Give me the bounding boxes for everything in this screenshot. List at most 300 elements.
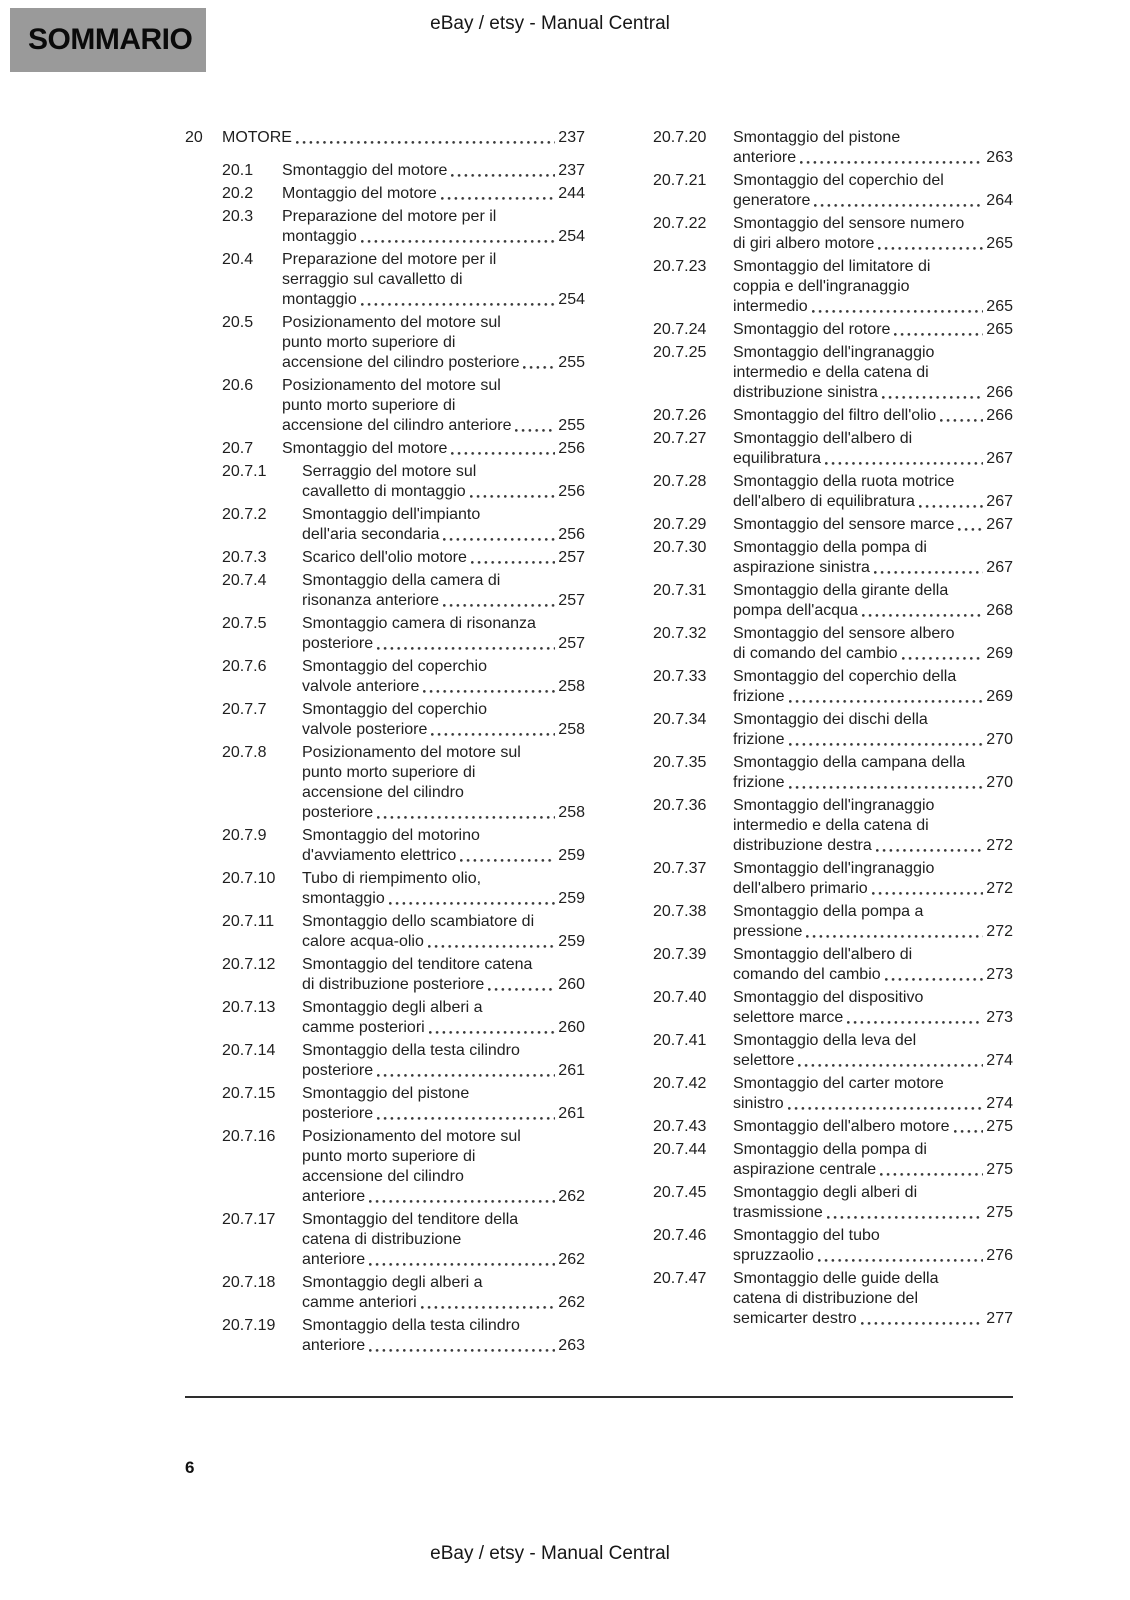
entry-page: 259 bbox=[558, 847, 585, 864]
entry-title-line: d'avviamento elettrico bbox=[302, 847, 457, 864]
entry-title-line: Smontaggio dei dischi della bbox=[733, 711, 928, 728]
entry-last-line bbox=[733, 1094, 1013, 1114]
entry-last-line bbox=[733, 383, 1013, 403]
entry-page: 257 bbox=[558, 549, 585, 566]
entry-title-line: calore acqua-olio bbox=[302, 933, 424, 950]
dot-leader bbox=[812, 310, 984, 313]
entry-title bbox=[733, 624, 1013, 664]
entry-last-line bbox=[302, 975, 585, 995]
entry-number: 20.7.3 bbox=[222, 549, 267, 566]
entry-number: 20.7.31 bbox=[653, 582, 707, 599]
entry-title-line: di distribuzione posteriore bbox=[302, 976, 485, 993]
entry-number: 20.7.39 bbox=[653, 946, 707, 963]
entry-last-line bbox=[282, 161, 585, 181]
entry-last-line bbox=[302, 548, 585, 568]
entry-title-line: punto morto superiore di bbox=[282, 334, 456, 351]
entry-last-line bbox=[302, 1336, 585, 1356]
entry-number: 20.4 bbox=[222, 251, 254, 268]
dot-leader bbox=[894, 333, 983, 336]
toc-entry bbox=[185, 1210, 585, 1270]
entry-title-line: Smontaggio della testa cilindro bbox=[302, 1317, 520, 1334]
dot-leader bbox=[861, 1322, 984, 1325]
entry-title-line: di comando del cambio bbox=[733, 645, 898, 662]
entry-title-line: Smontaggio camera di risonanza bbox=[302, 615, 536, 632]
toc-entry bbox=[185, 207, 585, 247]
entry-title-line: aspirazione sinistra bbox=[733, 559, 870, 576]
toc-column-right bbox=[653, 128, 1013, 1359]
entry-last-line bbox=[282, 227, 585, 247]
dot-leader bbox=[369, 1200, 555, 1203]
dot-leader bbox=[958, 528, 983, 531]
entry-title bbox=[733, 128, 1013, 168]
entry-title-line: distribuzione destra bbox=[733, 837, 872, 854]
entry-page: 257 bbox=[558, 592, 585, 609]
entry-title-line: di giri albero motore bbox=[733, 235, 875, 252]
entry-last-line bbox=[282, 353, 585, 373]
entry-last-line bbox=[302, 1018, 585, 1038]
entry-title-line: Smontaggio degli alberi a bbox=[302, 1274, 483, 1291]
entry-title-line: Smontaggio dell'ingranaggio bbox=[733, 860, 935, 877]
dot-leader bbox=[878, 247, 983, 250]
toc-entry bbox=[185, 462, 585, 502]
entry-page: 255 bbox=[558, 354, 585, 371]
entry-title bbox=[733, 1269, 1013, 1329]
entry-title-line: accensione del cilindro bbox=[302, 1168, 464, 1185]
entry-page: 276 bbox=[986, 1247, 1013, 1264]
entry-title-line: pompa dell'acqua bbox=[733, 602, 858, 619]
entry-page: 274 bbox=[986, 1052, 1013, 1069]
entry-page: 268 bbox=[986, 602, 1013, 619]
entry-last-line bbox=[302, 720, 585, 740]
entry-last-line bbox=[733, 1309, 1013, 1329]
entry-page: 270 bbox=[986, 731, 1013, 748]
entry-number: 20.7.12 bbox=[222, 956, 276, 973]
entry-last-line bbox=[302, 634, 585, 654]
entry-title-line: catena di distribuzione del bbox=[733, 1290, 919, 1307]
entry-number: 20.7.21 bbox=[653, 172, 707, 189]
entry-title-line: Smontaggio del sensore numero bbox=[733, 215, 965, 232]
entry-title bbox=[733, 320, 1013, 340]
entry-page: 273 bbox=[986, 966, 1013, 983]
entry-number: 20.7.2 bbox=[222, 506, 267, 523]
entry-number: 20.5 bbox=[222, 314, 254, 331]
entry-title bbox=[733, 1226, 1013, 1266]
entry-title bbox=[733, 902, 1013, 942]
dot-leader bbox=[954, 1130, 984, 1133]
entry-title bbox=[302, 912, 585, 952]
entry-title-line: spruzzaolio bbox=[733, 1247, 814, 1264]
dot-leader bbox=[523, 366, 555, 369]
entry-last-line bbox=[733, 687, 1013, 707]
dot-leader bbox=[443, 604, 555, 607]
toc-entry bbox=[185, 1316, 585, 1356]
entry-page: 237 bbox=[558, 129, 585, 146]
entry-title-line: camme posteriori bbox=[302, 1019, 425, 1036]
entry-title-line: comando del cambio bbox=[733, 966, 881, 983]
entry-page: 256 bbox=[558, 526, 585, 543]
entry-title-line: Smontaggio del sensore albero bbox=[733, 625, 955, 642]
toc-entry bbox=[185, 657, 585, 697]
entry-last-line bbox=[733, 1246, 1013, 1266]
entry-last-line bbox=[733, 191, 1013, 211]
entry-last-line bbox=[733, 492, 1013, 512]
entry-title-line: equilibratura bbox=[733, 450, 822, 467]
entry-last-line bbox=[302, 846, 585, 866]
entry-last-line bbox=[733, 1203, 1013, 1223]
entry-title bbox=[733, 710, 1013, 750]
entry-number: 20.7.38 bbox=[653, 903, 707, 920]
entry-title bbox=[282, 184, 585, 204]
entry-title-line: Smontaggio della pompa di bbox=[733, 539, 927, 556]
entry-title-line: montaggio bbox=[282, 228, 357, 245]
dot-leader bbox=[296, 141, 555, 144]
toc-entry bbox=[185, 505, 585, 545]
entry-last-line bbox=[733, 773, 1013, 793]
dot-leader bbox=[872, 892, 984, 895]
entry-title-line: Posizionamento del motore sul bbox=[302, 1128, 521, 1145]
toc-entry bbox=[653, 624, 1013, 664]
entry-title-line: frizione bbox=[733, 774, 785, 791]
entry-title-line: Smontaggio del sensore marce bbox=[733, 516, 955, 533]
entry-title-line: Montaggio del motore bbox=[282, 185, 437, 202]
toc-entry bbox=[185, 869, 585, 909]
entry-title bbox=[282, 313, 585, 373]
dot-leader bbox=[460, 859, 555, 862]
entry-title-line: Smontaggio del coperchio bbox=[302, 658, 488, 675]
toc-entry bbox=[653, 171, 1013, 211]
toc-entry bbox=[653, 472, 1013, 512]
entry-title-line: Smontaggio del motore bbox=[282, 440, 448, 457]
dot-leader bbox=[471, 561, 555, 564]
entry-page: 266 bbox=[986, 407, 1013, 424]
entry-page: 269 bbox=[986, 688, 1013, 705]
dot-leader bbox=[488, 988, 555, 991]
toc-entry bbox=[653, 343, 1013, 403]
entry-title bbox=[302, 955, 585, 995]
entry-number: 20.7.42 bbox=[653, 1075, 707, 1092]
entry-title-line: Smontaggio degli alberi di bbox=[733, 1184, 918, 1201]
dot-leader bbox=[818, 1259, 983, 1262]
toc-entry bbox=[185, 571, 585, 611]
dot-leader bbox=[825, 462, 983, 465]
toc-entry bbox=[185, 439, 585, 459]
entry-title bbox=[733, 796, 1013, 856]
entry-number: 20.7.36 bbox=[653, 797, 707, 814]
toc-entry bbox=[185, 1084, 585, 1124]
entry-title-line: Smontaggio del rotore bbox=[733, 321, 891, 338]
entry-title bbox=[302, 462, 585, 502]
entry-number: 20.7.35 bbox=[653, 754, 707, 771]
entry-title bbox=[733, 1074, 1013, 1114]
entry-title bbox=[302, 1210, 585, 1270]
entry-title-line: Smontaggio dell'albero di bbox=[733, 430, 913, 447]
entry-last-line bbox=[302, 889, 585, 909]
entry-number: 20.7.33 bbox=[653, 668, 707, 685]
entry-title-line: Scarico dell'olio motore bbox=[302, 549, 467, 566]
entry-title-line: valvole anteriore bbox=[302, 678, 420, 695]
entry-last-line bbox=[302, 1104, 585, 1124]
entry-last-line bbox=[222, 128, 585, 148]
dot-leader bbox=[880, 1173, 983, 1176]
entry-page: 255 bbox=[558, 417, 585, 434]
entry-last-line bbox=[302, 1187, 585, 1207]
entry-page: 260 bbox=[558, 976, 585, 993]
dot-leader bbox=[361, 303, 556, 306]
entry-title-line: Smontaggio della camera di bbox=[302, 572, 501, 589]
entry-last-line bbox=[302, 677, 585, 697]
entry-page: 237 bbox=[558, 162, 585, 179]
entry-number: 20.7.19 bbox=[222, 1317, 276, 1334]
toc-entry bbox=[653, 1269, 1013, 1329]
entry-page: 256 bbox=[558, 483, 585, 500]
entry-title bbox=[282, 439, 585, 459]
entry-title-line: intermedio e della catena di bbox=[733, 364, 929, 381]
entry-number: 20.7.22 bbox=[653, 215, 707, 232]
entry-number: 20.1 bbox=[222, 162, 254, 179]
dot-leader bbox=[882, 396, 983, 399]
entry-title bbox=[733, 1117, 1013, 1137]
toc-entry bbox=[653, 859, 1013, 899]
entry-title bbox=[733, 538, 1013, 578]
entry-number: 20.7.40 bbox=[653, 989, 707, 1006]
entry-title bbox=[302, 1316, 585, 1356]
entry-last-line bbox=[302, 932, 585, 952]
entry-number: 20.7.30 bbox=[653, 539, 707, 556]
toc-entry bbox=[653, 1183, 1013, 1223]
footer-divider bbox=[185, 1396, 1013, 1398]
entry-title-line: distribuzione sinistra bbox=[733, 384, 878, 401]
entry-title-line: serraggio sul cavalletto di bbox=[282, 271, 463, 288]
entry-title-line: dell'albero di equilibratura bbox=[733, 493, 915, 510]
entry-page: 256 bbox=[558, 440, 585, 457]
entry-title bbox=[302, 614, 585, 654]
entry-title-line: Smontaggio della campana della bbox=[733, 754, 966, 771]
entry-title bbox=[733, 472, 1013, 512]
entry-title bbox=[733, 945, 1013, 985]
entry-title-line: Smontaggio delle guide della bbox=[733, 1270, 939, 1287]
dot-leader bbox=[798, 1064, 983, 1067]
entry-title-line: Smontaggio del tubo bbox=[733, 1227, 880, 1244]
entry-title-line: Posizionamento del motore sul bbox=[282, 314, 501, 331]
entry-page: 272 bbox=[986, 923, 1013, 940]
dot-leader bbox=[423, 690, 555, 693]
entry-number: 20.7.17 bbox=[222, 1211, 276, 1228]
entry-title-line: intermedio bbox=[733, 298, 808, 315]
entry-title bbox=[302, 1084, 585, 1124]
entry-title bbox=[282, 161, 585, 181]
entry-title-line: Smontaggio del tenditore catena bbox=[302, 956, 533, 973]
entry-title-line: Smontaggio del dispositivo bbox=[733, 989, 924, 1006]
entry-last-line bbox=[282, 184, 585, 204]
entry-number: 20.6 bbox=[222, 377, 254, 394]
entry-title-line: Smontaggio del tenditore della bbox=[302, 1211, 519, 1228]
dot-leader bbox=[443, 538, 555, 541]
entry-title-line: semicarter destro bbox=[733, 1310, 857, 1327]
toc-entry bbox=[185, 912, 585, 952]
entry-page: 265 bbox=[986, 298, 1013, 315]
toc-entry bbox=[185, 1127, 585, 1207]
entry-title bbox=[733, 429, 1013, 469]
entry-number: 20.7.13 bbox=[222, 999, 276, 1016]
dot-leader bbox=[814, 204, 983, 207]
entry-title-line: dell'albero primario bbox=[733, 880, 868, 897]
page-number: 6 bbox=[185, 1458, 195, 1477]
entry-title-line: camme anteriori bbox=[302, 1294, 417, 1311]
dot-leader bbox=[389, 902, 556, 905]
entry-number: 20.7.45 bbox=[653, 1184, 707, 1201]
entry-last-line bbox=[733, 601, 1013, 621]
entry-page: 260 bbox=[558, 1019, 585, 1036]
entry-number: 20.7.11 bbox=[222, 913, 275, 930]
dot-leader bbox=[377, 647, 555, 650]
dot-leader bbox=[862, 614, 983, 617]
entry-last-line bbox=[302, 1250, 585, 1270]
toc-entry bbox=[185, 184, 585, 204]
entry-last-line bbox=[282, 416, 585, 436]
entry-title bbox=[222, 128, 585, 148]
entry-page: 277 bbox=[986, 1310, 1013, 1327]
toc-entry bbox=[185, 161, 585, 181]
entry-title bbox=[302, 826, 585, 866]
toc-entry bbox=[653, 1031, 1013, 1071]
entry-number: 20.7.8 bbox=[222, 744, 267, 761]
toc-entry bbox=[653, 214, 1013, 254]
entry-number: 20.7.1 bbox=[222, 463, 267, 480]
entry-number: 20.7.18 bbox=[222, 1274, 276, 1291]
entry-number: 20.7.28 bbox=[653, 473, 707, 490]
toc-entry bbox=[653, 667, 1013, 707]
entry-title-line: Smontaggio della leva del bbox=[733, 1032, 917, 1049]
entry-title-line: punto morto superiore di bbox=[282, 397, 456, 414]
entry-title bbox=[733, 214, 1013, 254]
entry-number: 20.7.14 bbox=[222, 1042, 276, 1059]
toc-entry bbox=[185, 128, 585, 148]
toc-entry bbox=[185, 313, 585, 373]
dot-leader bbox=[369, 1349, 555, 1352]
dot-leader bbox=[788, 1107, 984, 1110]
entry-number: 20.7.41 bbox=[653, 1032, 707, 1049]
entry-title-line: anteriore bbox=[733, 149, 797, 166]
entry-title-line: punto morto superiore di bbox=[302, 1148, 476, 1165]
entry-title-line: aspirazione centrale bbox=[733, 1161, 877, 1178]
entry-title bbox=[733, 171, 1013, 211]
entry-title-line: accensione del cilindro posteriore bbox=[282, 354, 520, 371]
entry-title-line: Smontaggio dell'albero motore bbox=[733, 1118, 950, 1135]
dot-leader bbox=[789, 743, 984, 746]
entry-title-line: Smontaggio dell'impianto bbox=[302, 506, 481, 523]
dot-leader bbox=[847, 1021, 983, 1024]
toc-entry bbox=[653, 1117, 1013, 1137]
entry-title-line: posteriore bbox=[302, 1062, 374, 1079]
entry-title-line: Smontaggio della pompa a bbox=[733, 903, 924, 920]
entry-number: 20.7.25 bbox=[653, 344, 707, 361]
entry-title-line: catena di distribuzione bbox=[302, 1231, 462, 1248]
dot-leader bbox=[429, 1031, 556, 1034]
entry-page: 266 bbox=[986, 384, 1013, 401]
dot-leader bbox=[369, 1263, 555, 1266]
entry-title bbox=[302, 743, 585, 823]
entry-title bbox=[733, 1031, 1013, 1071]
dot-leader bbox=[428, 945, 555, 948]
entry-last-line bbox=[733, 922, 1013, 942]
entry-last-line bbox=[733, 879, 1013, 899]
toc-entry bbox=[185, 1041, 585, 1081]
entry-title bbox=[302, 700, 585, 740]
entry-title bbox=[733, 257, 1013, 317]
entry-page: 244 bbox=[558, 185, 585, 202]
entry-title-line: montaggio bbox=[282, 291, 357, 308]
entry-title-line: Serraggio del motore sul bbox=[302, 463, 477, 480]
dot-leader bbox=[431, 733, 555, 736]
entry-title bbox=[733, 667, 1013, 707]
entry-title-line: Posizionamento del motore sul bbox=[302, 744, 521, 761]
entry-title-line: frizione bbox=[733, 731, 785, 748]
entry-title-line: punto morto superiore di bbox=[302, 764, 476, 781]
entry-title-line: cavalletto di montaggio bbox=[302, 483, 466, 500]
entry-number: 20.7.27 bbox=[653, 430, 707, 447]
entry-title-line: Posizionamento del motore sul bbox=[282, 377, 501, 394]
entry-title bbox=[733, 343, 1013, 403]
entry-page: 265 bbox=[986, 235, 1013, 252]
toc-entry bbox=[653, 406, 1013, 426]
entry-title-line: Tubo di riempimento olio, bbox=[302, 870, 482, 887]
entry-title bbox=[302, 571, 585, 611]
dot-leader bbox=[451, 174, 555, 177]
toc-entry bbox=[653, 988, 1013, 1028]
entry-last-line bbox=[733, 644, 1013, 664]
entry-page: 269 bbox=[986, 645, 1013, 662]
toc-entry bbox=[185, 743, 585, 823]
toc-entry bbox=[653, 1140, 1013, 1180]
entry-last-line bbox=[733, 558, 1013, 578]
entry-title bbox=[302, 1273, 585, 1313]
toc-entry bbox=[185, 700, 585, 740]
entry-title-line: posteriore bbox=[302, 1105, 374, 1122]
dot-leader bbox=[876, 849, 984, 852]
entry-title-line: posteriore bbox=[302, 804, 374, 821]
toc-column-left bbox=[185, 128, 585, 1359]
dot-leader bbox=[874, 571, 983, 574]
toc-entry bbox=[185, 1273, 585, 1313]
entry-last-line bbox=[733, 297, 1013, 317]
entry-page: 274 bbox=[986, 1095, 1013, 1112]
entry-title-line: trasmissione bbox=[733, 1204, 823, 1221]
footer-title: eBay / etsy - Manual Central bbox=[430, 1543, 670, 1564]
entry-page: 262 bbox=[558, 1188, 585, 1205]
entry-last-line bbox=[302, 525, 585, 545]
toc-entry bbox=[185, 614, 585, 654]
dot-leader bbox=[885, 978, 984, 981]
entry-number: 20.7.24 bbox=[653, 321, 707, 338]
entry-page: 267 bbox=[986, 493, 1013, 510]
entry-title bbox=[733, 515, 1013, 535]
entry-number: 20.7.15 bbox=[222, 1085, 276, 1102]
entry-title bbox=[733, 988, 1013, 1028]
toc-entry bbox=[653, 1074, 1013, 1114]
entry-number: 20.7.34 bbox=[653, 711, 707, 728]
dot-leader bbox=[361, 240, 556, 243]
dot-leader bbox=[451, 452, 555, 455]
entry-title-line: Smontaggio del motorino bbox=[302, 827, 480, 844]
entry-title-line: Smontaggio degli alberi a bbox=[302, 999, 483, 1016]
entry-page: 275 bbox=[986, 1161, 1013, 1178]
entry-last-line bbox=[302, 591, 585, 611]
entry-page: 263 bbox=[558, 1337, 585, 1354]
toc-entry bbox=[653, 320, 1013, 340]
toc-entry bbox=[653, 710, 1013, 750]
entry-page: 275 bbox=[986, 1204, 1013, 1221]
entry-title bbox=[282, 207, 585, 247]
